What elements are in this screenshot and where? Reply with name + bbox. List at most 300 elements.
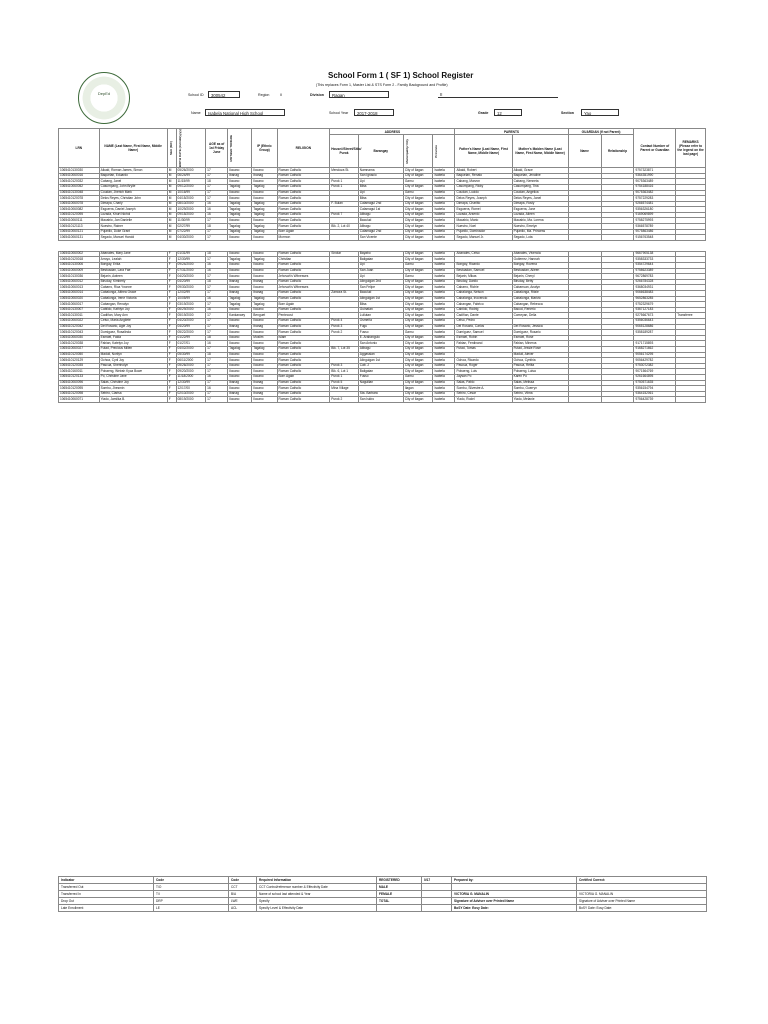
cell-mother-tongue: Tagalog xyxy=(228,224,252,230)
cell-age: 17 xyxy=(206,363,228,369)
cell-contact: 9366578789 xyxy=(634,224,676,230)
cell-birth-date: 12/30/99 xyxy=(176,257,206,263)
cell-sex: M xyxy=(167,190,176,196)
cell-sex: F xyxy=(167,352,176,358)
cell-religion: Roman Catholic xyxy=(277,179,330,185)
cell-lrn: 1065410130006 xyxy=(59,263,100,269)
cell-sex: F xyxy=(167,279,176,285)
cell-name: Cabang, Janel xyxy=(99,179,167,185)
cell-age: 18 xyxy=(206,179,228,185)
cell-municipality: City of Ilagan xyxy=(403,324,433,330)
cell-house: Zamora St. xyxy=(330,291,359,297)
school-id-field[interactable]: 300542 xyxy=(208,91,240,98)
school-name-field[interactable]: Isabela National High School xyxy=(205,109,285,116)
separator-cell xyxy=(99,240,167,251)
cell-house: Purok 3 xyxy=(330,324,359,330)
cell-sex: F xyxy=(167,397,176,403)
cell-contact: 9075363482 xyxy=(634,190,676,196)
cell-lrn: 1065410060017 xyxy=(59,302,100,308)
cell-father: Cabarro, Richie xyxy=(455,285,512,291)
cell-birth-date: 04/20/99 xyxy=(176,279,206,285)
cell-age: 17 xyxy=(206,358,228,364)
cell-father: Salas, Pablo xyxy=(455,380,512,386)
cell-lrn: 1065410060027 xyxy=(59,346,100,352)
cell-name: Biruday, Kimberly xyxy=(99,279,167,285)
division-field[interactable]: Ragan xyxy=(329,91,389,98)
cell-age: 18 xyxy=(206,224,228,230)
cell-contact: 9171715893 xyxy=(634,341,676,347)
cell-ip: Ibanag xyxy=(252,380,277,386)
district-field[interactable]: II xyxy=(438,91,558,98)
cell-religion: Roman Catholic xyxy=(277,391,330,397)
cell-barangay: Naguilian xyxy=(358,380,403,386)
cell-name: Esguerra, Daniel Joseph xyxy=(99,207,167,213)
cell-ip: Ilocano xyxy=(252,179,277,185)
cell-mother-tongue: Ilocano xyxy=(228,190,252,196)
cell-name: Fabian, Katelyn Joy xyxy=(99,341,167,347)
cell-name: Macabio, Jan Danielle xyxy=(99,218,167,224)
cell-name: Celso, Maria Angilete xyxy=(99,318,167,324)
cell-remarks: Transferee xyxy=(676,313,706,319)
cell-age: 18 xyxy=(206,251,228,257)
cell-sex: F xyxy=(167,358,176,364)
cell-religion: Christian xyxy=(277,257,330,263)
school-year-field[interactable]: 2017-2018 xyxy=(354,109,394,116)
cell-barangay: Fusso xyxy=(358,330,403,336)
cell-municipality: City of Ilagan xyxy=(403,218,433,224)
cell-contact: 9652863285 xyxy=(634,296,676,302)
deped-seal-icon xyxy=(78,72,130,124)
col-municipality-text: Municipality/ City xyxy=(404,138,409,164)
cell-name: Cadiñan, Mary Ann xyxy=(99,313,167,319)
cell-age: 17 xyxy=(206,291,228,297)
col-lrn: LRN xyxy=(59,129,100,168)
cell-contact: 9066638483 xyxy=(634,291,676,297)
cell-father: Dumiguez, Samuel xyxy=(455,330,512,336)
cell-barangay: Upi xyxy=(358,190,403,196)
legend-cell: Indicator xyxy=(59,877,154,884)
cell-name: Esmael, Faida xyxy=(99,335,167,341)
cell-barangay: Upi xyxy=(358,263,403,269)
col-house: House#/Street/Sitio/ Purok xyxy=(330,135,359,168)
cell-mother-tongue: Ilocano xyxy=(228,358,252,364)
legend-cell: T/O xyxy=(154,884,229,891)
cell-mother-tongue: Tagalog xyxy=(228,257,252,263)
cell-mother: Yiado, Melanie xyxy=(512,397,568,403)
col-sex-text: SEX (M/F) xyxy=(168,141,173,156)
cell-name: Cabangan, Renalyn xyxy=(99,302,167,308)
cell-sex: M xyxy=(167,179,176,185)
cell-ip: Ilocano xyxy=(252,251,277,257)
cell-mother-tongue: Tagalog xyxy=(228,229,252,235)
legend-row xyxy=(59,905,707,912)
cell-lrn: 1065410060002 xyxy=(59,251,100,257)
cell-religion: Roman Catholic xyxy=(277,263,330,269)
grade-field[interactable]: 12 xyxy=(494,109,522,116)
cell-lrn: 1065410060013 xyxy=(59,285,100,291)
col-sex xyxy=(167,129,176,168)
cell-mother: Dimapa, Rosly xyxy=(512,201,568,207)
col-father: Father's Name (Last Name, First Name, Middle Name) xyxy=(455,135,512,168)
cell-house: Purok 1 xyxy=(330,374,359,380)
cell-mother-tongue: Ibanag xyxy=(228,291,252,297)
cell-barangay: Calamagui 2nd xyxy=(358,201,403,207)
cell-province: Isabela xyxy=(433,341,455,347)
cell-ip: Ilocano xyxy=(252,397,277,403)
col-mother: Mother's Maiden Name (Last Name, First Name, Middle Name) xyxy=(512,135,568,168)
cell-lrn: 1065410120050 xyxy=(59,352,100,358)
cell-birth-date: 05/19/2000 xyxy=(176,313,206,319)
cell-lrn: 1065410120098 xyxy=(59,391,100,397)
col-mother-tongue xyxy=(228,129,252,168)
cell-contact: 9065128686 xyxy=(634,324,676,330)
cell-ip: Tagalog xyxy=(252,201,277,207)
legend-cell xyxy=(377,905,422,912)
cell-name: Cabalonga, Althea Grace xyxy=(99,291,167,297)
cell-age: 16 xyxy=(206,263,228,269)
cell-age: 18 xyxy=(206,352,228,358)
legend-cell: DRP xyxy=(154,898,229,905)
cell-municipality: City of Ilagan xyxy=(403,313,433,319)
cell-mother-tongue: Ilocano xyxy=(228,363,252,369)
cell-age: 16 xyxy=(206,212,228,218)
separator-cell xyxy=(676,240,706,251)
cell-birth-date: 07/22/99 xyxy=(176,229,206,235)
cell-age: 16 xyxy=(206,341,228,347)
cell-mother: Nuestro, Emelyn xyxy=(512,224,568,230)
cell-name: Maduli, Norilyn xyxy=(99,352,167,358)
legend-cell xyxy=(422,905,452,912)
cell-barangay: San Vicente xyxy=(358,235,403,241)
cell-mother: Bejarin, Cheryl xyxy=(512,274,568,280)
cell-mother: Alkaid, Grace xyxy=(512,168,568,174)
cell-barangay: Bayabo xyxy=(358,251,403,257)
cell-name: Dumiguez, Rosalinda xyxy=(99,330,167,336)
cell-mother: Maduli, Alexer xyxy=(512,352,568,358)
cell-religion: Roman Catholic xyxy=(277,224,330,230)
cell-mother: Karen Po xyxy=(512,374,568,380)
col-parents-group: PARENTS xyxy=(455,129,568,135)
cell-religion: Roman Catholic xyxy=(277,341,330,347)
cell-mother: Salas, Melissa xyxy=(512,380,568,386)
cell-municipality: City of Ilagan xyxy=(403,285,433,291)
cell-ip: Ibanag xyxy=(252,391,277,397)
cell-barangay: Alinguigan 1st xyxy=(358,358,403,364)
cell-mother-tongue: Ilocano xyxy=(228,274,252,280)
cell-age: 17 xyxy=(206,318,228,324)
cell-lrn: 1065410120095 xyxy=(59,386,100,392)
cell-sex: F xyxy=(167,374,176,380)
cell-birth-date: 05/26/2000 xyxy=(176,168,206,174)
cell-birth-date: 12/02/99 xyxy=(176,291,206,297)
region-value: II xyxy=(280,93,282,97)
cell-barangay: Alibagu xyxy=(358,346,403,352)
cell-lrn: 1065410130048 xyxy=(59,190,100,196)
cell-age: 17 xyxy=(206,173,228,179)
cell-municipality: City of Ilagan xyxy=(403,296,433,302)
legend-cell: Transferred Out xyxy=(59,884,154,891)
cell-sex: F xyxy=(167,346,176,352)
col-relationship: Relationship xyxy=(601,135,634,168)
cell-ip: Ibanag xyxy=(252,324,277,330)
cell-house: F. Bulan xyxy=(330,201,359,207)
cell-mother-tongue: Ilocano xyxy=(228,374,252,380)
cell-name: Cabarro, Rica Yvonne xyxy=(99,285,167,291)
col-mother-tongue-text: MOTHER TONGUE xyxy=(229,134,234,162)
cell-mother-tongue: Ilocano xyxy=(228,307,252,313)
separator-cell xyxy=(330,240,359,251)
cell-name: Salas, Christine Joy xyxy=(99,380,167,386)
separator-cell xyxy=(167,240,176,251)
legend-cell: Specify Level & Effectivity Date xyxy=(257,905,377,912)
col-remarks: REMARKS (Please refer to the legend on the last page) xyxy=(676,129,706,168)
cell-religion: Born Again xyxy=(277,302,330,308)
cell-province: Isabela xyxy=(433,218,455,224)
cell-age: 16 xyxy=(206,207,228,213)
cell-mother-tongue: Ilocano xyxy=(228,335,252,341)
cell-contact: 9667905138 xyxy=(634,251,676,257)
cell-ip: Ilocano xyxy=(252,168,277,174)
separator-cell xyxy=(403,240,433,251)
footer-legend-table xyxy=(58,876,707,912)
cell-religion: Roman Catholic xyxy=(277,358,330,364)
cell-age: 17 xyxy=(206,229,228,235)
cell-province: Isabela xyxy=(433,257,455,263)
cell-religion: Roman Catholic xyxy=(277,291,330,297)
cell-religion: Roman Catholic xyxy=(277,330,330,336)
cell-ip: Muslim xyxy=(252,335,277,341)
cell-sex: F xyxy=(167,335,176,341)
cell-contact: 9266784328 xyxy=(634,279,676,285)
col-address-group: ADDRESS xyxy=(330,129,455,135)
cell-mother: Fabian, Minerva xyxy=(512,341,568,347)
separator-cell xyxy=(634,240,676,251)
cell-contact: 9757323871 xyxy=(634,168,676,174)
cell-municipality: City of Ilagan xyxy=(403,302,433,308)
cell-lrn: 1065410120042 xyxy=(59,324,100,330)
legend-row xyxy=(59,891,707,898)
cell-sex: M xyxy=(167,201,176,207)
cell-province: Isabela xyxy=(433,296,455,302)
cell-province: Isabela xyxy=(433,358,455,364)
cell-name: Futad, Precious Millen xyxy=(99,346,167,352)
cell-barangay: Calamagui 1st xyxy=(358,207,403,213)
cell-lrn: 1065410060071 xyxy=(59,397,100,403)
cell-province: Isabela xyxy=(433,302,455,308)
cell-father: Del Rosario, Carlos xyxy=(455,324,512,330)
legend-cell xyxy=(452,884,577,891)
cell-father: Alkaid, Robert xyxy=(455,168,512,174)
cell-name: Sebiro, Clarisa xyxy=(99,391,167,397)
cell-ip: Tagalog xyxy=(252,224,277,230)
cell-mother: Comeyan, Delia xyxy=(512,313,568,319)
cell-age: 17 xyxy=(206,324,228,330)
cell-religion: Roman Catholic xyxy=(277,251,330,257)
legend-cell: BoSY Date: Eosy Date: xyxy=(577,905,707,912)
cell-ip: Ilocano xyxy=(252,263,277,269)
cell-barangay: Baligatan xyxy=(358,369,403,375)
cell-name: Cabildo, Kathlyn Joy xyxy=(99,307,167,313)
cell-name: Casumpang, John Brylle xyxy=(99,184,167,190)
cell-father: Nuestro, Noel xyxy=(455,224,512,230)
col-religion: RELIGION xyxy=(277,129,330,168)
cell-religion: Roman Catholic xyxy=(277,196,330,202)
cell-barangay: Alibagu xyxy=(358,212,403,218)
cell-name: Delos Reyes, Christian John xyxy=(99,196,167,202)
cell-contact: 9056429782 xyxy=(634,358,676,364)
cell-religion: Jehovah's Witnesses xyxy=(277,285,330,291)
cell-birth-date: 08/10/2000 xyxy=(176,201,206,207)
cell-barangay: Fugu xyxy=(358,324,403,330)
section-field[interactable]: Yao xyxy=(581,109,619,116)
legend-cell: CCT Control/reference number & Effectivity Date xyxy=(257,884,377,891)
col-age: AGE as of 1st Friday June xyxy=(206,129,228,168)
cell-barangay: Guinatan xyxy=(358,307,403,313)
cell-province: Isabela xyxy=(433,229,455,235)
cell-province: Isabela xyxy=(433,263,455,269)
cell-sex: F xyxy=(167,341,176,347)
cell-province: Isabela xyxy=(433,168,455,174)
cell-mother-tongue: Ilocano xyxy=(228,285,252,291)
cell-age: 16 xyxy=(206,374,228,380)
cell-mother-tongue: Ilocano xyxy=(228,268,252,274)
legend-row xyxy=(59,898,707,905)
legend-cell xyxy=(422,898,452,905)
cell-lrn: 1065410060012 xyxy=(59,279,100,285)
cell-sex: F xyxy=(167,307,176,313)
cell-contact: 9356326180 xyxy=(634,207,676,213)
cell-name: Baquelan, Eduardo xyxy=(99,173,167,179)
cell-municipality: City of Ilagan xyxy=(403,346,433,352)
col-name: NAME (Last Name, First Name, Middle Name) xyxy=(99,129,167,168)
cell-name: Po, Christine Jane xyxy=(99,374,167,380)
cell-ip: Ilocano xyxy=(252,268,277,274)
cell-municipality: City of Ilagan xyxy=(403,335,433,341)
cell-religion: Roman Catholic xyxy=(277,296,330,302)
separator-cell xyxy=(277,240,330,251)
cell-birth-date: 04/20/2000 xyxy=(176,274,206,280)
cell-religion: Islam xyxy=(277,335,330,341)
cell-house: Sindun xyxy=(330,251,359,257)
cell-barangay: Baligatan xyxy=(358,257,403,263)
cell-father: Cabang, Marvon xyxy=(455,179,512,185)
cell-mother-tongue: Tagalog xyxy=(228,212,252,218)
cell-birth-date: 12/30/99 xyxy=(176,380,206,386)
cell-birth-date: 06/24/99 xyxy=(176,173,206,179)
cell-age: 17 xyxy=(206,168,228,174)
cell-birth-date: 12/17/00 xyxy=(176,386,206,392)
division-label: Division xyxy=(310,93,324,97)
cell-father: Bejarin, Mikas xyxy=(455,274,512,280)
cell-barangay: Upi xyxy=(358,179,403,185)
cell-barangay: Fusso xyxy=(358,374,403,380)
cell-sex: M xyxy=(167,224,176,230)
cell-guardian-name xyxy=(568,397,601,403)
cell-remarks xyxy=(676,397,706,403)
cell-province: Isabela xyxy=(433,268,455,274)
cell-name: Dimapa, Charly xyxy=(99,201,167,207)
cell-mother: Sombu, Guerryn xyxy=(512,386,568,392)
cell-municipality: Gamu xyxy=(403,274,433,280)
separator-cell xyxy=(358,240,403,251)
cell-municipality: City of Ilagan xyxy=(403,363,433,369)
cell-father: Sebiro, Cesar xyxy=(455,391,512,397)
cell-mother: Segado, Lota xyxy=(512,235,568,241)
cell-contact: 9275667673 xyxy=(634,313,676,319)
cell-age: 17 xyxy=(206,380,228,386)
cell-ip: Tagalog xyxy=(252,296,277,302)
cell-religion: Roman Catholic xyxy=(277,386,330,392)
cell-name: Coudan, Jherich Mark xyxy=(99,190,167,196)
cell-barangay: Alibagu xyxy=(358,224,403,230)
cell-province: Isabela xyxy=(433,313,455,319)
cell-birth-date: 05/30/99 xyxy=(176,352,206,358)
cell-mother: Sebiro, Vilma xyxy=(512,391,568,397)
cell-sex: M xyxy=(167,184,176,190)
cell-lrn: 1065410060111 xyxy=(59,218,100,224)
legend-cell xyxy=(422,884,452,891)
cell-barangay: Osmeña xyxy=(358,318,403,324)
cell-ip: Ilocano xyxy=(252,307,277,313)
cell-sex: F xyxy=(167,285,176,291)
cell-ip: Ilocano xyxy=(252,190,277,196)
cell-mother: Gutierrez, Hannah xyxy=(512,257,568,263)
cell-mother-tongue: Tagalog xyxy=(228,201,252,207)
cell-father: Futad, Tomas xyxy=(455,346,512,352)
cell-age: 17 xyxy=(206,190,228,196)
cell-religion: Born Again xyxy=(277,229,330,235)
cell-birth-date: 09/24/2000 xyxy=(176,263,206,269)
section-separator xyxy=(59,240,706,251)
cell-father: Casumpang, Ricky xyxy=(455,184,512,190)
cell-contact: 9071564769 xyxy=(634,369,676,375)
cell-religion: Roman Catholic xyxy=(277,201,330,207)
cell-religion: Roman Catholic xyxy=(277,346,330,352)
cell-mother-tongue: Ilocano xyxy=(228,196,252,202)
cell-barangay: Cab. 2 xyxy=(358,363,403,369)
cell-contact: 9364351990 xyxy=(634,173,676,179)
cell-mother-tongue: Ilocano xyxy=(228,369,252,375)
cell-sex: F xyxy=(167,386,176,392)
cell-municipality: City of Ilagan xyxy=(403,196,433,202)
cell-mother: Abanales, Vivencia xyxy=(512,251,568,257)
cell-mother-tongue: Tagalog xyxy=(228,207,252,213)
cell-municipality: City of Ilagan xyxy=(403,307,433,313)
cell-religion: Roman Catholic xyxy=(277,173,330,179)
cell-lrn: 1065410120038 xyxy=(59,341,100,347)
cell-contact: 9758275993 xyxy=(634,218,676,224)
cell-sex: F xyxy=(167,324,176,330)
cell-mother-tongue: Ilocano xyxy=(228,218,252,224)
cell-birth-date: 03/19/2000 xyxy=(176,302,206,308)
cell-father: Fabian, Ferdinand xyxy=(455,341,512,347)
cell-birth-date: 10/16/99 xyxy=(176,190,206,196)
cell-name: Alkaid, Roman James, Simon xyxy=(99,168,167,174)
legend-cell: Required Information xyxy=(257,877,377,884)
cell-contact: 9757229283 xyxy=(634,196,676,202)
cell-contact: 9156763548 xyxy=(634,235,676,241)
cell-barangay: Alinguigan 1st xyxy=(358,296,403,302)
cell-birth-date: 09/12/2000 xyxy=(176,184,206,190)
cell-father: Celso, Pedro xyxy=(455,318,512,324)
cell-barangay: Calamagui 2nd xyxy=(358,229,403,235)
cell-mother-tongue: Ilocano xyxy=(228,352,252,358)
cell-father: Pobaeng, Luis xyxy=(455,369,512,375)
cell-contact: 9356154794 xyxy=(634,386,676,392)
cell-religion: Roman Catholic xyxy=(277,307,330,313)
cell-house: Purok 1 xyxy=(330,179,359,185)
cell-sex: F xyxy=(167,296,176,302)
